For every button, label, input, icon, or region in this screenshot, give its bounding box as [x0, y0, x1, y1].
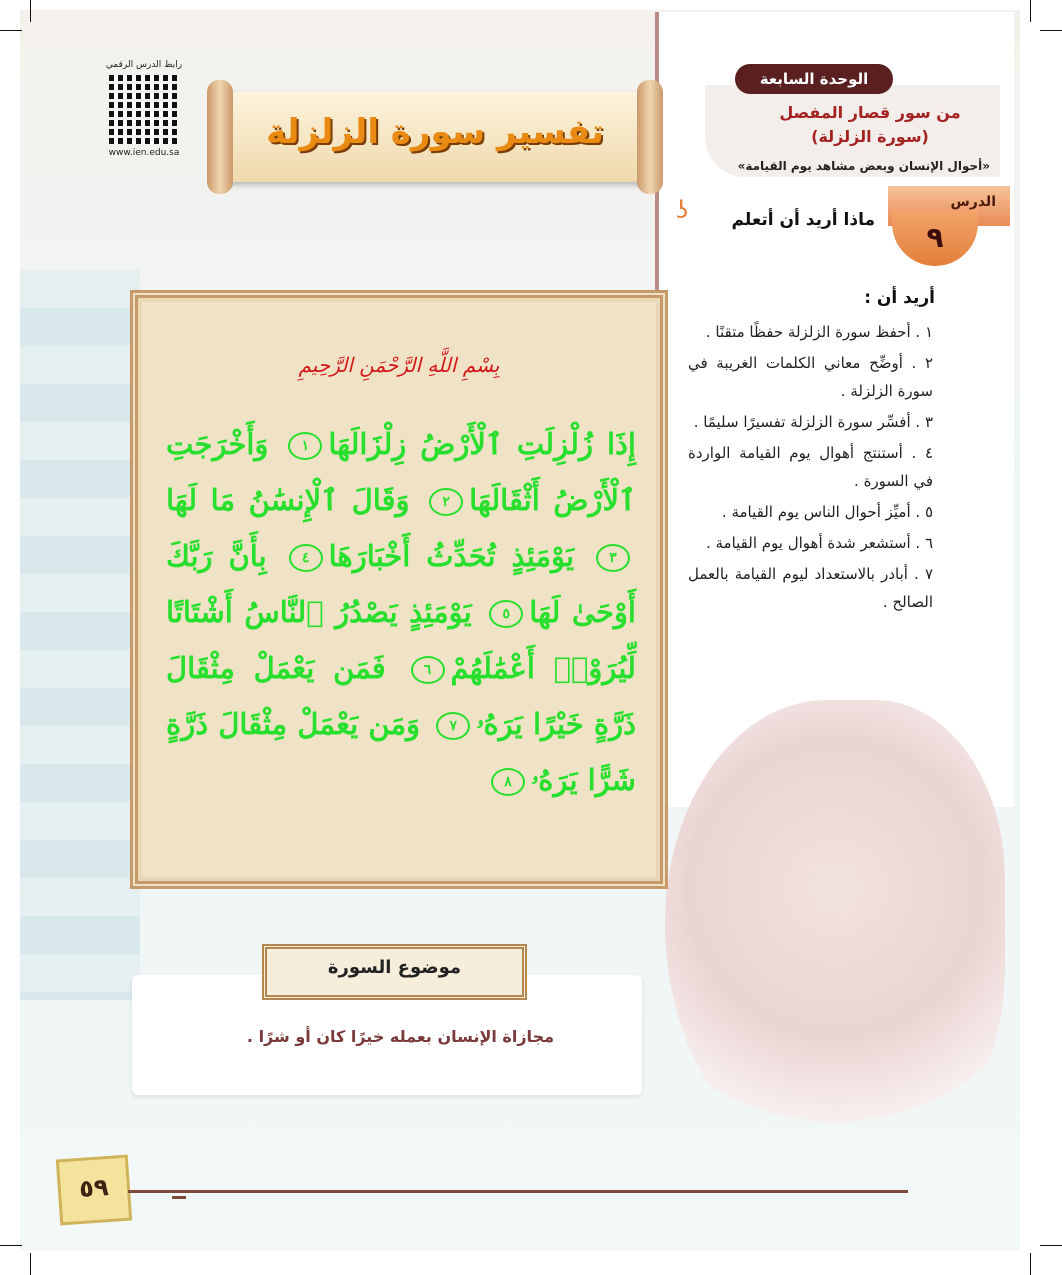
topic-heading-box	[262, 944, 527, 1000]
objectives-list	[688, 318, 933, 619]
footer-divider	[128, 1190, 908, 1193]
list-item: ٦ . أستشعر شدة أهوال يوم القيامة .	[705, 534, 933, 552]
crop-mark	[30, 1253, 31, 1275]
topic-text: مجازاة الإنسان بعمله خيرًا كان أو شرًا .	[246, 1027, 554, 1046]
verse-text: وَقَالَ ٱلْإِنسَٰنُ مَا لَهَا	[166, 483, 410, 517]
unit-subtitle: من سور قصار المفصل	[779, 103, 961, 122]
list-item: ٢ . أوضِّح معاني الكلمات الغريبة في سورة الزلزلة .	[688, 354, 933, 400]
verse-text: وَمَن يَعْمَلْ مِثْقَالَ ذَرَّةٍ شَرًّا يَرَهُۥ	[166, 707, 636, 797]
topic-title: موضوع السورة	[327, 957, 462, 978]
crop-mark	[1040, 1245, 1062, 1246]
footer-notch	[172, 1188, 186, 1199]
page-title: تفسير سورة الزلزلة	[266, 112, 604, 152]
quran-frame	[130, 290, 668, 889]
decorative-pattern	[20, 270, 140, 1000]
crop-mark	[30, 0, 31, 22]
title-scroll	[215, 92, 655, 182]
qr-block[interactable]	[103, 60, 185, 188]
crop-mark	[0, 30, 22, 31]
verse-text: يَوْمَئِذٍ تُحَدِّثُ أَخْبَارَهَا	[328, 539, 575, 573]
verse-number: ٦	[411, 656, 445, 684]
verse-number: ٣	[596, 544, 630, 572]
qr-url[interactable]: www.ien.edu.sa	[108, 148, 180, 158]
lesson-word: الدرس	[950, 194, 996, 210]
page-number: ٥٩	[78, 1173, 110, 1203]
verse-number: ٧	[436, 712, 470, 740]
page-number-box	[56, 1155, 132, 1226]
unit-badge: الوحدة السابعة	[735, 64, 893, 94]
verse-text: يَوْمَئِذٍ يَصْدُرُ ٱلنَّاسُ أَشْتَاتًا لِّيُرَوْا۟ أَعْمَٰلَهُمْ	[166, 595, 637, 685]
verse-number: ٥	[489, 600, 523, 628]
lesson-number: ٩	[892, 210, 978, 266]
list-item: ٤ . أستنتج أهوال يوم القيامة الواردة في السورة .	[688, 444, 933, 490]
crop-mark	[1040, 30, 1062, 31]
verse-text: إِذَا زُلْزِلَتِ ٱلْأَرْضُ زِلْزَالَهَا	[328, 427, 636, 461]
unit-note: «أحوال الإنسان وبعض مشاهد يوم القيامة»	[737, 159, 990, 173]
verse-number: ١	[288, 432, 322, 460]
objectives-title: أريد أن :	[864, 288, 935, 308]
list-item: ١ . أحفظ سورة الزلزلة حفظًا متقنًا .	[705, 323, 933, 341]
unit-box	[705, 85, 1000, 177]
list-item: ٧ . أبادر بالاستعداد ليوم القيامة بالعمل الصالح .	[688, 565, 933, 611]
crop-mark	[0, 1245, 22, 1246]
crop-mark	[1030, 1253, 1031, 1275]
verse-text: بِأَنَّ رَبَّكَ أَوْحَىٰ لَهَا	[166, 539, 636, 629]
verses-text	[166, 416, 636, 808]
crop-mark	[1030, 0, 1031, 22]
verse-number: ٤	[289, 544, 323, 572]
verse-number: ٢	[429, 488, 463, 516]
qr-code-icon[interactable]	[109, 74, 179, 144]
basmala: بِسْمِ اللَّهِ الرَّحْمَنِ الرَّحِيمِ	[298, 353, 500, 377]
list-item: ٣ . أفسِّر سورة الزلزلة تفسيرًا سليمًا .	[693, 413, 933, 431]
verse-text: فَمَن يَعْمَلْ مِثْقَالَ ذَرَّةٍ خَيْرًا يَرَهُۥ	[166, 651, 636, 741]
verse-text: وَأَخْرَجَتِ ٱلْأَرْضُ أَثْقَالَهَا	[166, 427, 636, 517]
learn-heading: ماذا أريد أن أتعلم	[731, 210, 875, 230]
list-item: ٥ . أميِّز أحوال الناس يوم القيامة .	[721, 503, 933, 521]
qr-label: رابط الدرس الرقمي	[105, 60, 183, 70]
hook-icon: ʖ	[676, 196, 689, 224]
unit-surah: (سورة الزلزلة)	[811, 127, 929, 146]
verse-number: ٨	[491, 768, 525, 796]
